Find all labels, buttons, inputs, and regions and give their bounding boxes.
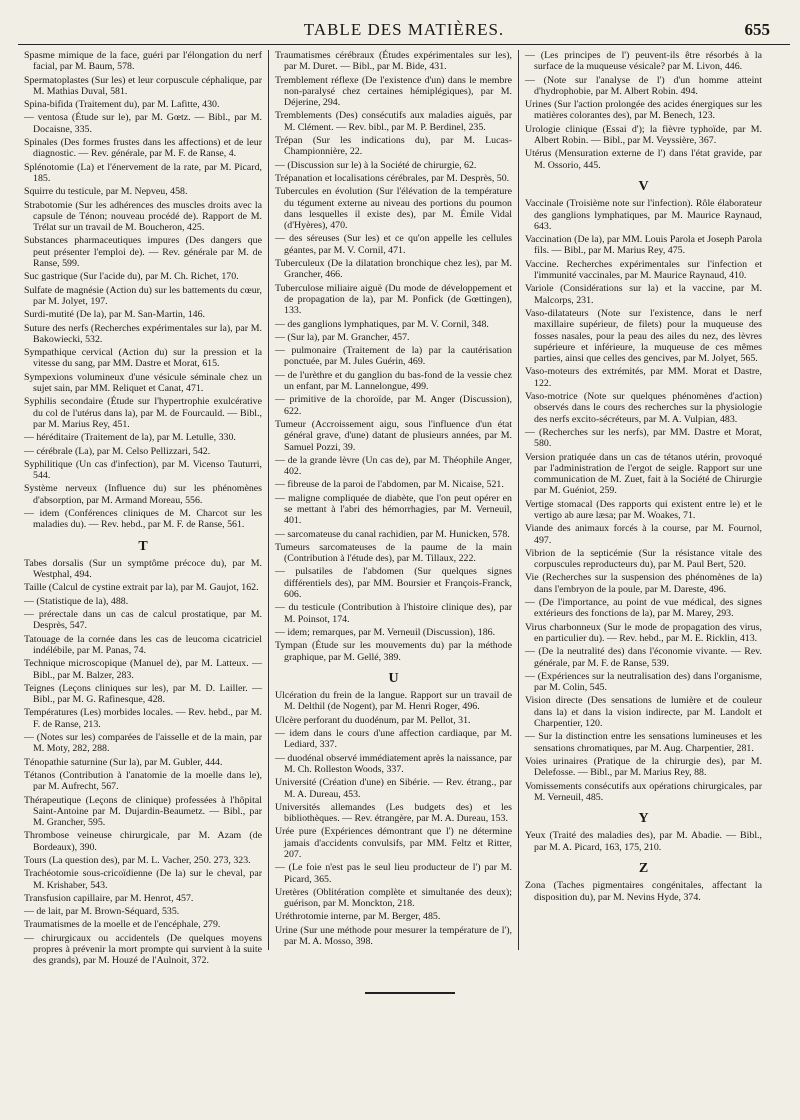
index-entry: Substances pharmaceutiques impures (Des dangers que peut présenter l'emploi de). — Rev. générale par M. de Ranse, 599. bbox=[24, 235, 262, 270]
index-entry: Températures (Les) morbides locales. — Rev. hebd., par M. F. de Ranse, 213. bbox=[24, 707, 262, 730]
index-entry: Tympan (Étude sur les mouvements du) par la méthode graphique, par M. Gellé, 389. bbox=[275, 640, 512, 663]
index-entry: Zona (Taches pigmentaires congénitales, affectant la disposition du), par M. Nevins Hyde, 374. bbox=[525, 880, 762, 903]
index-entry: Trachéotomie sous-cricoïdienne (De la) sur le cheval, par M. Krishaber, 543. bbox=[24, 868, 262, 891]
index-entry: Virus charbonneux (Sur le mode de propagation des virus, en particulier du). — Rev. hebd., par M. E. Ricklin, 413. bbox=[525, 621, 762, 644]
index-entry: Urologie clinique (Essai d'); la fièvre typhoïde, par M. Albert Robin. — Bibl., par M. Veyssière, 367. bbox=[525, 123, 762, 147]
index-entry: Sympathique cervical (Action du) sur la pression et la vitesse du sang, par MM. Dastre et Morat, 615. bbox=[24, 347, 262, 370]
index-entry: Trépan (Sur les indications du), par M. Lucas-Championnière, 22. bbox=[275, 135, 512, 158]
index-entry: Tuberculeux (De la dilatation bronchique chez les), par M. Grancher, 466. bbox=[275, 258, 512, 281]
index-entry: — idem (Conférences cliniques de M. Charcot sur les maladies du). — Rev. hebd., par M. F. de Ranse, 561. bbox=[24, 507, 262, 531]
index-entry: — chirurgicaux ou accidentels (De quelques moyens propres à prévenir la mort prompte qui survient à la suite des grands), par M. Houzé de l'Aulnoit, 372. bbox=[24, 932, 262, 967]
section-letter: Z bbox=[638, 861, 649, 876]
index-entry: — primitive de la choroïde, par M. Anger (Discussion), 622. bbox=[275, 394, 512, 417]
index-entry: — des séreuses (Sur les) et ce qu'on appelle les cellules géantes, par M. V. Cornil, 471. bbox=[275, 233, 512, 256]
closing-rule bbox=[365, 992, 455, 994]
index-entry: Transfusion capillaire, par M. Henrot, 457. bbox=[24, 892, 194, 904]
index-entry: Syphilis secondaire (Étude sur l'hypertrophie exulcérative du col de l'utérus dans la), par M. de Fourcauld. — Bibl., par M. Marius Rey, 451. bbox=[24, 396, 262, 430]
index-entry: Tatouage de la cornée dans les cas de leucoma cicatriciel indélébile, par M. Panas, 74. bbox=[24, 633, 262, 656]
index-entry: Tremblement réflexe (De l'existence d'un) dans le membre non-paralysé chez certaines hémiplégiques), par M. Déjerine, 294. bbox=[275, 74, 512, 109]
index-entry: Viande des animaux forcés à la course, par M. Fournol, 497. bbox=[525, 523, 762, 546]
index-entry: — prérectale dans un cas de calcul prostatique, par M. Desprès, 547. bbox=[24, 609, 262, 632]
index-entry: — (De l'importance, au point de vue médical, des signes extérieurs des fonctions de la), par M. Marey, 293. bbox=[525, 597, 762, 620]
index-entry: — (Note sur l'analyse de l') d'un homme atteint d'hydrophobie, par M. Albert Robin. 494. bbox=[525, 74, 762, 97]
index-entry: — du testicule (Contribution à l'histoire clinique des), par M. Poinsot, 174. bbox=[275, 602, 512, 625]
index-entry: — (Le foie n'est pas le seul lieu producteur de l') par M. Picard, 365. bbox=[275, 862, 512, 885]
index-entry: — des ganglions lymphatiques, par M. V. Cornil, 348. bbox=[275, 318, 489, 330]
index-entry: Taille (Calcul de cystine extrait par la), par M. Gaujot, 162. bbox=[24, 582, 259, 594]
index-entry: Teignes (Leçons cliniques sur les), par M. D. Lailler. — Bibl., par M. G. Rafinesque, 428. bbox=[24, 682, 262, 706]
index-entry: — duodénal observé immédiatement après la naissance, par M. Ch. Rolleston Woods, 337. bbox=[275, 752, 512, 775]
page-number: 655 bbox=[744, 20, 770, 39]
index-column-1 bbox=[18, 50, 268, 967]
index-entry: — idem dans le cours d'une affection cardiaque, par M. Lediard, 337. bbox=[275, 728, 512, 751]
index-entry: Squirre du testicule, par M. Nepveu, 458. bbox=[24, 186, 188, 198]
index-entry: — Sur la distinction entre les sensations lumineuses et les sensations chromatiques, par M. Aug. Charpentier, 281. bbox=[525, 731, 762, 754]
index-entry: Surdi-mutité (De la), par M. San-Martin, 146. bbox=[24, 309, 206, 321]
index-entry: Spermatoplastes (Sur les) et leur corpuscule céphalique, par M. Mathias Duval, 581. bbox=[24, 74, 262, 97]
index-column-2 bbox=[268, 50, 518, 950]
index-entry: Spina-bifida (Traitement du), par M. Lafitte, 430. bbox=[24, 99, 220, 111]
index-entry: Vaso-moteurs des extrémités, par MM. Morat et Dastre, 122. bbox=[525, 366, 762, 389]
index-entry: — (Sur la), par M. Grancher, 457. bbox=[275, 331, 410, 343]
index-entry: Voies urinaires (Pratique de la chirurgie des), par M. Delefosse. — Bibl., par M. Marius Rey, 88. bbox=[525, 755, 762, 779]
index-entry: Ténopathie saturnine (Sur la), par M. Gubler, 444. bbox=[24, 756, 223, 768]
section-letter: V bbox=[638, 178, 649, 194]
index-entry: Suc gastrique (Sur l'acide du), par M. Ch. Richet, 170. bbox=[24, 271, 239, 283]
index-entry: — (Les principes de l') peuvent-ils être résorbés à la surface de la muqueuse vésicale? par M. Livon, 446. bbox=[525, 50, 762, 73]
index-entry: Trépanation et localisations cérébrales, par M. Desprès, 50. bbox=[275, 172, 510, 184]
index-entry: — (De la neutralité des) dans l'économie vivante. — Rev. générale, par M. F. de Ranse, 539. bbox=[525, 646, 762, 669]
index-entry: — (Discussion sur le) à la Société de chirurgie, 62. bbox=[275, 159, 477, 171]
index-entry: Thrombose veineuse chirurgicale, par M. Azam (de Bordeaux), 390. bbox=[24, 830, 262, 853]
index-entry: Traumatismes cérébraux (Études expérimentales sur les), par M. Duret. — Bibl., par M. Bide, 431. bbox=[275, 50, 512, 73]
index-entry: — ventosa (Étude sur le), par M. Gœtz. — Bibl., par M. Docaisne, 335. bbox=[24, 112, 262, 135]
index-entry: Vomissements consécutifs aux opérations chirurgicales, par M. Verneuil, 485. bbox=[525, 780, 762, 803]
index-entry: — (Recherches sur les nerfs), par MM. Dastre et Morat, 580. bbox=[525, 426, 762, 450]
index-entry: — sarcomateuse du canal rachidien, par M. Hunicken, 578. bbox=[275, 528, 510, 540]
index-entry: Urine (Sur une méthode pour mesurer la température de l'), par M. A. Mosso, 398. bbox=[275, 924, 512, 948]
section-letter: U bbox=[388, 670, 399, 686]
index-entry: Tubercules en évolution (Sur l'élévation de la température du tégument externe au niveau des portions du poumon dans lesquelles il existe des), par M. Émile Vidal (d'Hyères), 470. bbox=[275, 186, 512, 232]
index-entry: — de l'urèthre et du ganglion du bas-fond de la vessie chez un enfant, par M. Lannelongue, 499. bbox=[275, 369, 512, 393]
index-entry: Version pratiquée dans un cas de tétanos utérin, provoqué par l'administration de l'ergot de seigle. Rapport sur une communication de M. Zuet, fait à la Société de Chirurgie par M. Guéniot, 259. bbox=[525, 451, 762, 497]
index-entry: Yeux (Traité des maladies des), par M. Abadie. — Bibl., par M. A. Picard, 163, 175, 210. bbox=[525, 830, 762, 853]
index-entry: Universités allemandes (Les budgets des) et les bibliothèques. — Rev. étrangère, par M. A. Dureau, 153. bbox=[275, 801, 512, 825]
index-entry: — cérébrale (La), par M. Celso Pellizzari, 542. bbox=[24, 445, 211, 457]
index-entry: Uretères (Oblitération complète et simultanée des deux); guérison, par M. Monckton, 218. bbox=[275, 886, 512, 910]
index-entry: Tabes dorsalis (Sur un symptôme précoce du), par M. Westphal, 494. bbox=[24, 557, 262, 581]
index-entry: Tétanos (Contribution à l'anatomie de la moelle dans le), par M. Aufrecht, 567. bbox=[24, 769, 262, 793]
page-title: TABLE DES MATIÈRES. bbox=[303, 20, 505, 39]
index-entry: Uréthrotomie interne, par M. Berger, 485. bbox=[275, 911, 441, 923]
index-entry: — héréditaire (Traitement de la), par M. Letulle, 330. bbox=[24, 432, 236, 444]
index-entry: Tumeur (Accroissement aigu, sous l'influence d'un état général grave, d'une) datant de plusieurs années, par M. Samuel Pozzi, 39. bbox=[275, 418, 512, 453]
index-entry: Tremblements (Des) consécutifs aux maladies aiguës, par M. Clément. — Rev. bibl., par M. P. Berdinel, 235. bbox=[275, 110, 512, 133]
index-entry: Vaccination (De la), par MM. Louis Parola et Joseph Parola fils. — Bibl., par M. Marius Rey, 475. bbox=[525, 234, 762, 257]
index-entry: Tours (La question des), par M. L. Vacher, 250. 273, 323. bbox=[24, 855, 251, 866]
index-entry: Urines (Sur l'action prolongée des acides énergiques sur les matières colorantes des), par M. Benech, 123. bbox=[525, 99, 762, 122]
index-entry: Sympexions volumineux d'une vésicule séminale chez un sujet sain, par MM. Reliquet et Canat, 471. bbox=[24, 371, 262, 395]
index-entry: Vaso-dilatateurs (Note sur l'existence, dans le nerf maxillaire supérieur, de filets) pour la muqueuse des fosses nasales, pour la peau des ailes du nez, des lèvres supérieure et inférieure, la muqueuse de ces mêmes parties, ainsi que celles des gencives, par M. Jolyet, 565. bbox=[525, 307, 762, 365]
index-entry: — idem; remarques, par M. Verneuil (Discussion), 186. bbox=[275, 626, 496, 638]
page-header bbox=[18, 8, 790, 45]
index-entry: Tumeurs sarcomateuses de la paume de la main (Contribution à l'étude des), par M. Tillaux, 222. bbox=[275, 541, 512, 565]
index-entry: Traumatismes de la moelle et de l'encéphale, 279. bbox=[24, 919, 221, 931]
index-entry: Splénotomie (La) et l'énervement de la rate, par M. Picard, 185. bbox=[24, 161, 262, 184]
index-entry: Sulfate de magnésie (Action du) sur les battements du cœur, par M. Jolyet, 197. bbox=[24, 284, 262, 307]
index-entry: Ulcération du frein de la langue. Rapport sur un travail de M. Delthil (de Nogent), par M. Henri Roger, 496. bbox=[275, 690, 512, 713]
index-entry: Utérus (Mensuration externe de l') dans l'état gravide, par M. Ossorio, 445. bbox=[525, 148, 762, 171]
index-column-3 bbox=[518, 50, 768, 950]
index-entry: Syphilitique (Un cas d'infection), par M. Vicenso Tauturri, 544. bbox=[24, 458, 262, 482]
index-entry: — (Expériences sur la neutralisation des) dans l'organisme, par M. Colin, 545. bbox=[525, 670, 762, 694]
section-letter: T bbox=[138, 538, 148, 554]
index-entry: Université (Création d'une) en Sibérie. — Rev. étrang., par M. A. Dureau, 453. bbox=[275, 777, 512, 800]
index-entry: Tuberculose miliaire aiguë (Du mode de développement et de propagation de la), par M. Ponfick (de Gœttingen), 133. bbox=[275, 282, 512, 317]
index-entry: Suture des nerfs (Recherches expérimentales sur la), par M. Bakowiecki, 532. bbox=[24, 322, 262, 345]
index-entry: — maligne compliquée de diabète, que l'on peut opérer en se mettant à l'abri des hémorrhagies, par M. Verneuil, 401. bbox=[275, 492, 512, 527]
index-entry: Strabotomie (Sur les adhérences des muscles droits avec la capsule de Ténon; nouveau procédé de). Rapport de M. Trélat sur un travail de M. Boucheron, 425. bbox=[24, 199, 262, 234]
index-entry: — (Notes sur les) comparées de l'aisselle et de la main, par M. Moty, 282, 288. bbox=[24, 732, 262, 755]
index-entry: Thérapeutique (Leçons de clinique) professées à l'hôpital Saint-Antoine par M. Dujardin-Beaumetz. — Bibl., par M. Grancher, 595. bbox=[24, 794, 262, 829]
index-entry: Urée pure (Expériences démontrant que l') ne détermine jamais d'accidents convulsifs, par MM. Feltz et Ritter, 207. bbox=[275, 826, 512, 860]
index-entry: Vertige stomacal (Des rapports qui existent entre le) et le vertigo ab aure læsa; par M. Woakes, 71. bbox=[525, 498, 762, 521]
index-entry: Vibrion de la septicémie (Sur la résistance vitale des corpuscules reproducteurs du), par M. Paul Bert, 520. bbox=[525, 547, 762, 571]
index-columns bbox=[18, 50, 792, 967]
index-entry: — pulsatiles de l'abdomen (Sur quelques signes différentiels des), par MM. Boursier et François-Franck, 606. bbox=[275, 566, 512, 601]
section-letter: Y bbox=[638, 811, 649, 827]
index-entry: — de lait, par M. Brown-Séquard, 535. bbox=[24, 906, 180, 918]
index-entry: Système nerveux (Influence du) sur les phénomènes d'absorption, par M. Armand Moreau, 556. bbox=[24, 483, 262, 506]
index-entry: Ulcère perforant du duodénum, par M. Pellot, 31. bbox=[275, 714, 471, 726]
index-entry: — pulmonaire (Traitement de la) par la cautérisation ponctuée, par M. Jules Guérin, 469. bbox=[275, 345, 512, 368]
index-entry: — fibreuse de la paroi de l'abdomen, par M. Nicaise, 521. bbox=[275, 479, 504, 491]
index-entry: Spasme mimique de la face, guéri par l'élongation du nerf facial, par M. Baum, 578. bbox=[24, 50, 262, 73]
index-entry: Variole (Considérations sur la) et la vaccine, par M. Malcorps, 231. bbox=[525, 283, 762, 306]
index-entry: Vaso-motrice (Note sur quelques phénomènes d'action) observés dans le cours des recherches sur la physiologie des nerfs excito-sécréteurs, par M. A. Vulpian, 483. bbox=[525, 391, 762, 425]
index-entry: Vision directe (Des sensations de lumière et de couleur dans la) et dans la vision indirecte, par M. Landolt et Charpentier, 120. bbox=[525, 695, 762, 730]
index-entry: Vie (Recherches sur la suspension des phénomènes de la) dans l'embryon de la poule, par M. Dareste, 496. bbox=[525, 572, 762, 595]
index-entry: — de la grande lèvre (Un cas de), par M. Théophile Anger, 402. bbox=[275, 454, 512, 478]
index-entry: Vaccine. Recherches expérimentales sur l'infection et l'immunité vaccinales, par M. Maurice Raynaud, 410. bbox=[525, 258, 762, 282]
index-entry: Spinales (Des formes frustes dans les affections) et de leur diagnostic. — Rev. générale, par M. F. de Ranse, 4. bbox=[24, 137, 262, 160]
index-entry: Technique microscopique (Manuel de), par M. Latteux. — Bibl., par M. Balzer, 283. bbox=[24, 658, 262, 681]
index-entry: — (Statistique de la), 488. bbox=[24, 595, 129, 607]
index-entry: Vaccinale (Troisième note sur l'infection). Rôle élaborateur des ganglions lymphatiques, par M. Maurice Raynaud, 643. bbox=[525, 198, 762, 232]
